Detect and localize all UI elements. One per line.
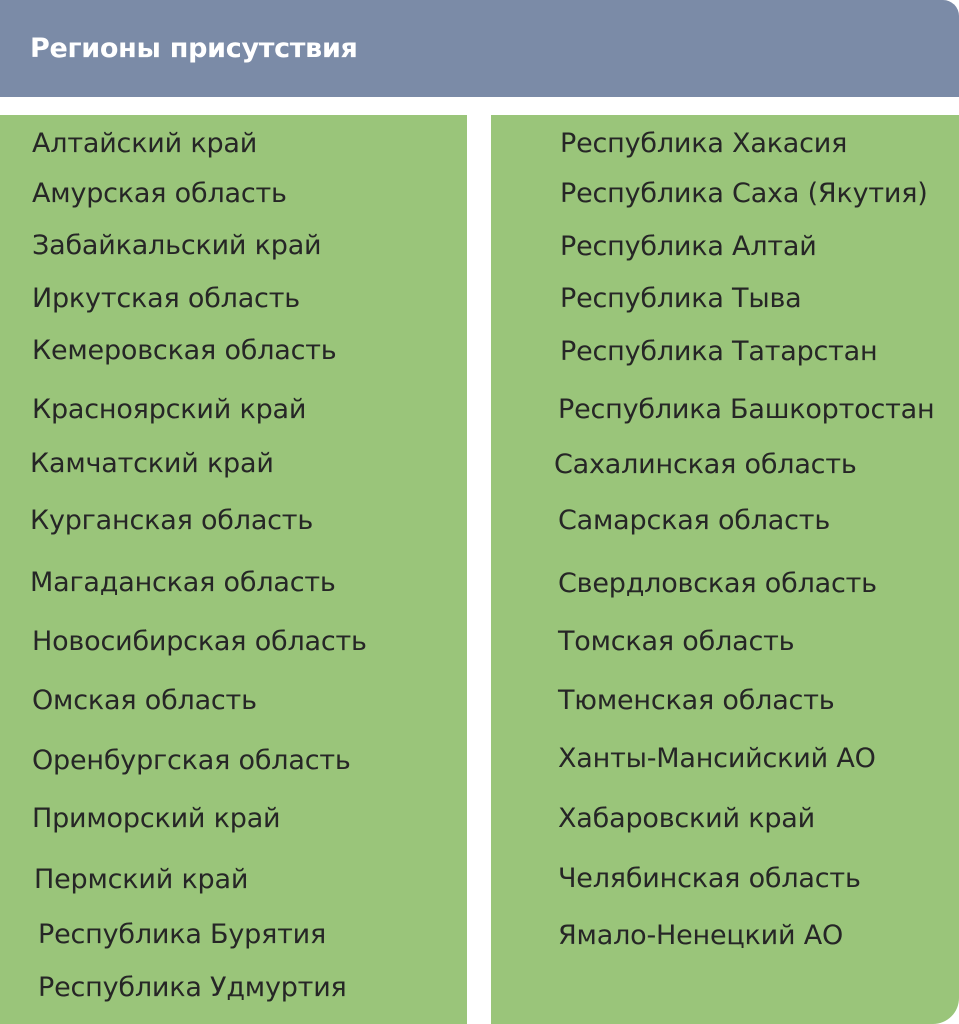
header-banner xyxy=(0,0,959,97)
region-item: Амурская область xyxy=(32,178,287,209)
region-item: Республика Удмуртия xyxy=(38,972,347,1003)
region-item: Республика Бурятия xyxy=(38,919,327,950)
region-item: Алтайский край xyxy=(32,128,258,159)
region-item: Оренбургская область xyxy=(32,745,351,776)
region-item: Пермский край xyxy=(34,864,249,895)
region-item: Камчатский край xyxy=(30,448,274,479)
region-item: Республика Татарстан xyxy=(560,336,878,367)
region-item: Республика Саха (Якутия) xyxy=(560,178,928,209)
region-item: Тюменская область xyxy=(558,685,835,716)
region-item: Республика Хакасия xyxy=(560,128,848,159)
region-item: Томская область xyxy=(558,626,795,657)
region-item: Ямало-Ненецкий АО xyxy=(558,920,844,951)
region-item: Самарская область xyxy=(558,505,831,536)
page-title: Регионы присутствия xyxy=(30,33,358,64)
region-item: Новосибирская область xyxy=(32,626,367,657)
region-item: Иркутская область xyxy=(32,283,300,314)
region-item: Свердловская область xyxy=(558,568,877,599)
left-region-column xyxy=(0,115,467,1024)
region-item: Челябинская область xyxy=(558,863,861,894)
region-item: Омская область xyxy=(32,685,257,716)
region-item: Республика Алтай xyxy=(560,231,817,262)
region-item: Приморский край xyxy=(32,803,281,834)
region-item: Республика Башкортостан xyxy=(558,394,935,425)
region-item: Красноярский край xyxy=(32,394,307,425)
region-item: Курганская область xyxy=(30,505,314,536)
region-item: Ханты-Мансийский АО xyxy=(558,743,876,774)
region-item: Кемеровская область xyxy=(32,335,337,366)
region-item: Республика Тыва xyxy=(560,283,802,314)
region-item: Хабаровский край xyxy=(558,803,815,834)
region-item: Забайкальский край xyxy=(32,230,322,261)
region-item: Магаданская область xyxy=(30,567,336,598)
region-item: Сахалинская область xyxy=(554,449,857,480)
right-region-column xyxy=(491,115,959,1024)
